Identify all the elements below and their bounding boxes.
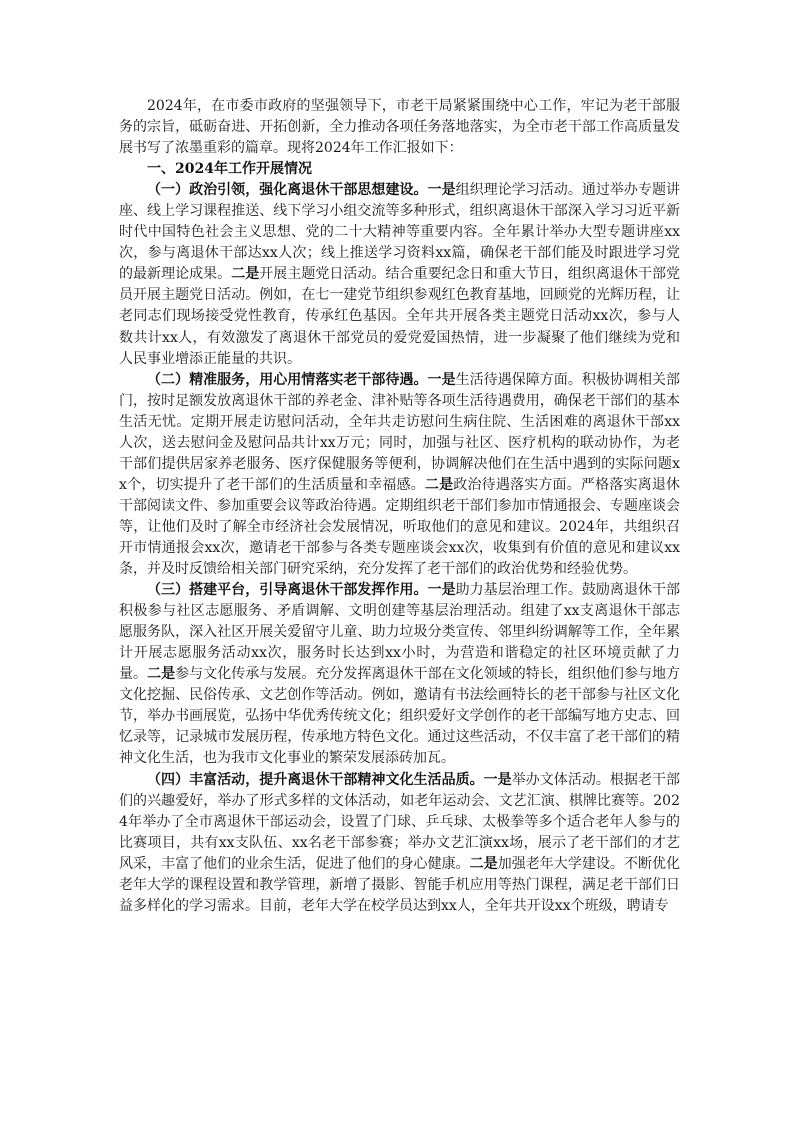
subsection-2-paragraph (119, 370, 680, 580)
subsection-2-title: （二）精准服务，用心用情落实老干部待遇。 (147, 371, 428, 388)
point-text: 助力基层治理工作。鼓励离退休干部积极参与社区志愿服务、矛盾调解、文明创建等基层治理活动。组建了xx支离退休干部志愿服务队，深入社区开展关爱留守儿童、助力垃圾分类宣传、邻里纠纷调解等工作，全年累计开展志愿服务活动xx次，服务时长达到xx小时，为营造和谐稳定的社区环境贡献了力量。 (119, 582, 681, 683)
point-lead: 一是 (427, 182, 456, 199)
point-text: 举办文体活动。根据老干部们的兴趣爱好，举办了形式多样的文体活动，如老年运动会、文艺汇演、棋牌比赛等。2024年举办了全市离退休干部运动会，设置了门球、乒乓球、太极拳等多个适合老年人参与的比赛项目，共有xx支队伍、xx名老干部参赛；举办文艺汇演xx场，展示了老干部们的才艺风采，丰富了他们的业余生活，促进了他们的身心健康。 (119, 771, 681, 872)
point-lead: 一是 (427, 371, 456, 388)
point-lead: 二是 (469, 855, 498, 872)
point-lead: 二是 (424, 476, 454, 493)
document-page (119, 96, 680, 917)
point-text: 参与文化传承与发展。充分发挥离退休干部在文化领域的特长，组织他们参与地方文化挖掘、民俗传承、文艺创作等活动。例如，邀请有书法绘画特长的老干部参与社区文化节，举办书画展览，弘扬中华优秀传统文化；组织爱好文学创作的老干部编写地方史志、回忆录等，记录城市发展历程，传承地方特色文化。通过这些活动，不仅丰富了老干部们的精神文化生活，也为我市文化事业的繁荣发展添砖加瓦。 (119, 666, 681, 767)
point-text: 组织理论学习活动。通过举办专题讲座、线上学习课程推送、线下学习小组交流等多种形式，组织离退休干部深入学习习近平新时代中国特色社会主义思想、党的二十大精神等重要内容。全年累计举办大型专题讲座xx次，参与离退休干部达xx人次；线上推送学习资料xx篇，确保老干部们能及时跟进学习党的最新理论成果。 (119, 182, 681, 283)
point-lead: 一是 (427, 582, 456, 599)
point-text: 政治待遇落实方面。严格落实离退休干部阅读文件、参加重要会议等政治待遇。定期组织老干部们参加市情通报会、专题座谈会等，让他们及时了解全市经济社会发展情况，听取他们的意见和建议。2024年，共组织召开市情通报会xx次，邀请老干部参与各类专题座谈会xx次，收集到有价值的意见和建议xx条，并及时反馈给相关部门研究采纳，充分发挥了老干部们的政治优势和经验优势。 (119, 476, 681, 578)
intro-paragraph (119, 96, 680, 159)
subsection-1-paragraph (119, 180, 680, 369)
point-text: 生活待遇保障方面。积极协调相关部门，按时足额发放离退休干部的养老金、津补贴等各项生活待遇费用，确保老干部们的基本生活无忧。定期开展走访慰问活动，全年共走访慰问生病住院、生活困难的离退休干部xx人次，送去慰问金及慰问品共计xx万元；同时，加强与社区、医疗机构的联动协作，为老干部们提供居家养老服务、医疗保健服务等便利，协调解决他们在生活中遇到的实际问题xx个，切实提升了老干部们的生活质量和幸福感。 (119, 371, 681, 493)
point-text: 加强老年大学建设。不断优化老年大学的课程设置和教学管理，新增了摄影、智能手机应用等热门课程，满足老干部们日益多样化的学习需求。目前，老年大学在校学员达到xx人，全年共开设xx个班级，聘请专 (119, 855, 681, 914)
subsection-4-title: （四）丰富活动，提升离退休干部精神文化生活品质。 (147, 771, 484, 788)
subsection-1-title: （一）政治引领，强化离退休干部思想建设。 (147, 182, 428, 199)
point-lead: 二是 (231, 266, 260, 283)
subsection-3-title: （三）搭建平台，引导离退休干部发挥作用。 (147, 582, 428, 599)
subsection-3-paragraph (119, 580, 680, 769)
section-heading (119, 159, 680, 180)
intro-text: 2024年，在市委市政府的坚强领导下，市老干局紧紧围绕中心工作，牢记为老干部服务的宗旨，砥砺奋进、开拓创新，全力推动各项任务落地落实，为全市老干部工作高质量发展书写了浓墨重彩的篇章。现将2024年工作汇报如下： (119, 98, 680, 157)
point-lead: 一是 (483, 771, 512, 788)
point-lead: 二是 (147, 666, 176, 683)
section-heading-text: 一、2024年工作开展情况 (147, 161, 312, 178)
subsection-4-paragraph (119, 770, 680, 917)
point-text: 开展主题党日活动。结合重要纪念日和重大节日，组织离退休干部党员开展主题党日活动。例如，在七一建党节组织参观红色教育基地，回顾党的光辉历程，让老同志们现场接受党性教育，传承红色基因。全年共开展各类主题党日活动xx次，参与人数共计xx人，有效激发了离退休干部党员的爱党爱国热情，进一步凝聚了他们继续为党和人民事业增添正能量的共识。 (119, 266, 681, 367)
